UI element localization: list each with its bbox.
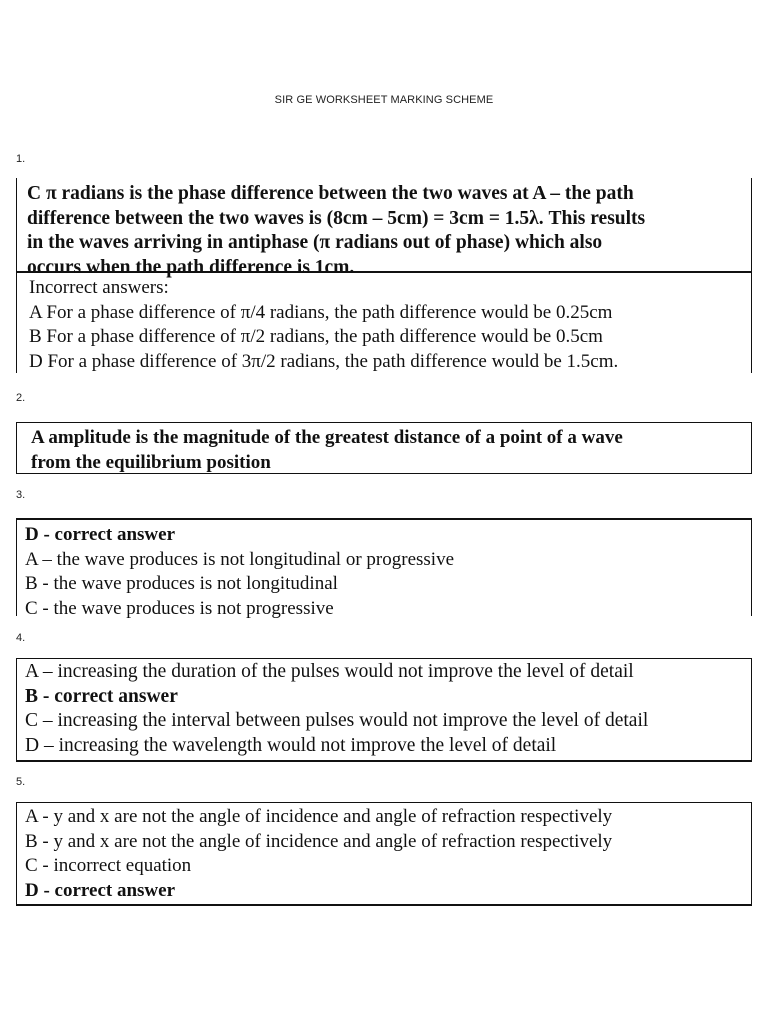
answer-line: occurs when the path difference is 1cm. bbox=[27, 256, 355, 278]
answer-line: A – the wave produces is not longitudinal or progressive bbox=[25, 548, 455, 570]
answer-line: B - correct answer bbox=[25, 685, 178, 707]
answer-box-2 bbox=[16, 422, 752, 474]
page-title: SIR GE WORKSHEET MARKING SCHEME bbox=[274, 94, 494, 106]
answer-line: A - y and x are not the angle of incidence and angle of refraction respectively bbox=[25, 806, 613, 827]
answer-line: D – increasing the wavelength would not improve the level of detail bbox=[25, 734, 557, 756]
answer-box-4 bbox=[16, 658, 752, 762]
answer-line: C - the wave produces is not progressive bbox=[25, 597, 334, 619]
question-number: 1. bbox=[16, 153, 26, 165]
answer-line: D - correct answer bbox=[25, 879, 175, 901]
question-number: 5. bbox=[16, 776, 26, 788]
answer-box-1 bbox=[16, 178, 752, 378]
question-number: 3. bbox=[16, 489, 26, 501]
answer-line: C - incorrect equation bbox=[25, 855, 192, 876]
answer-line: from the equilibrium position bbox=[31, 451, 271, 473]
answer-line: B - the wave produces is not longitudinal bbox=[25, 573, 338, 594]
question-number: 2. bbox=[16, 392, 26, 404]
answer-line: C π radians is the phase difference between the two waves at A – the path bbox=[27, 183, 634, 204]
answer-line: D For a phase difference of 3π/2 radians, the path difference would be 1.5cm. bbox=[29, 350, 619, 372]
answer-line: C – increasing the interval between pulses would not improve the level of detail bbox=[25, 710, 649, 731]
answer-line: Incorrect answers: bbox=[29, 277, 169, 298]
answer-box-3 bbox=[16, 518, 752, 619]
answer-line: D - correct answer bbox=[25, 524, 175, 545]
answer-line: difference between the two waves is (8cm – 5cm) = 3cm = 1.5λ. This results bbox=[27, 207, 646, 229]
answer-line: B - y and x are not the angle of incidence and angle of refraction respectively bbox=[25, 830, 613, 852]
answer-line: B For a phase difference of π/2 radians, the path difference would be 0.5cm bbox=[29, 326, 603, 347]
question-number: 4. bbox=[16, 632, 26, 644]
answer-line: in the waves arriving in antiphase (π radians out of phase) which also bbox=[27, 232, 603, 253]
correct-answer-explanation bbox=[16, 178, 752, 278]
answer-line: A amplitude is the magnitude of the greatest distance of a point of a wave bbox=[31, 427, 623, 448]
answer-line: A For a phase difference of π/4 radians, the path difference would be 0.25cm bbox=[29, 301, 613, 323]
incorrect-answers bbox=[16, 273, 752, 373]
answer-box-5 bbox=[16, 802, 752, 906]
answer-line: A – increasing the duration of the pulses would not improve the level of detail bbox=[25, 661, 634, 682]
